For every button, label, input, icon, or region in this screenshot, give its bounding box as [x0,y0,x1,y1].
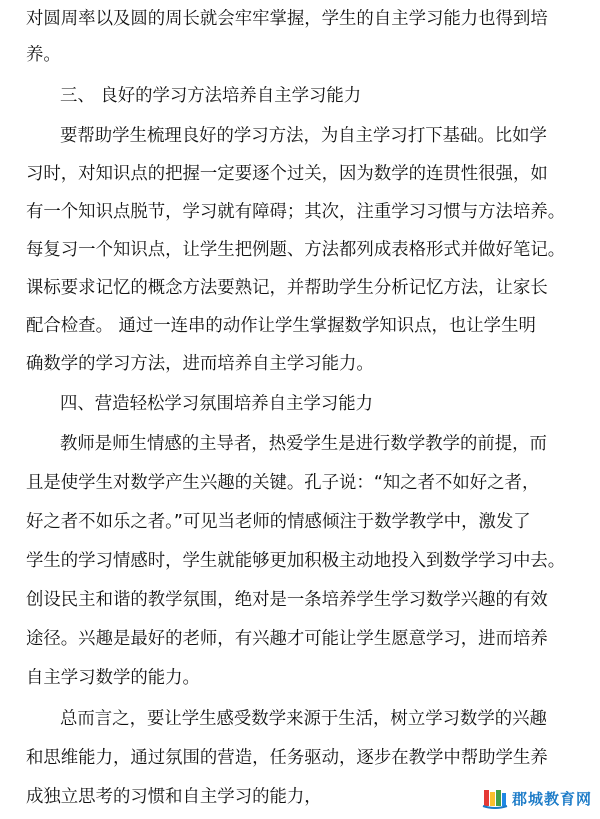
section-heading: 四、营造轻松学习氛围培养自主学习能力 [60,394,374,414]
section-heading: 三、 良好的学习方法培养自主学习能力 [60,86,362,106]
paragraph-first-line: 要帮助学生梳理良好的学习方法，为自主学习打下基础。比如学 [60,126,547,146]
book-logo-icon [482,787,508,809]
text-line: 配合检查。 通过一连串的动作让学生掌握数学知识点，也让学生明 [26,316,536,336]
text-line: 有一个知识点脱节，学习就有障碍；其次，注重学习习惯与方法培养。 [26,202,566,222]
text-line: 课标要求记忆的概念方法要熟记，并帮助学生分析记忆方法，让家长 [26,278,548,298]
text-line: 习时，对知识点的把握一定要逐个过关，因为数学的连贯性很强，如 [26,164,548,184]
text-line: 且是使学生对数学产生兴趣的关键。孔子说：“知之者不如好之者， [26,473,540,493]
paragraph-first-line: 教师是师生情感的主导者，热爱学生是进行数学教学的前提，而 [60,434,547,454]
text-line: 好之者不如乐之者。”可见当老师的情感倾注于数学教学中，激发了 [26,512,531,532]
text-line: 养。 [26,45,61,65]
text-line: 学生的学习情感时，学生就能够更加积极主动地投入到数学学习中去。 [26,551,566,571]
text-line: 每复习一个知识点，让学生把例题、方法都列成表格形式并做好笔记。 [26,240,566,260]
text-line: 对圆周率以及圆的周长就会牢牢掌握，学生的自主学习能力也得到培 [26,9,548,29]
text-line: 途径。兴趣是最好的老师，有兴趣才可能让学生愿意学习，进而培养 [26,629,548,649]
watermark-text: 郡城教育网 [511,789,592,808]
text-line: 创设民主和谐的教学氛围，绝对是一条培养学生学习数学兴趣的有效 [26,590,548,610]
site-watermark [482,785,592,811]
text-line: 确数学的学习方法，进而培养自主学习能力。 [26,354,374,374]
paragraph-first-line: 总而言之，要让学生感受数学来源于生活，树立学习数学的兴趣 [60,709,547,729]
text-line: 自主学习数学的能力。 [26,668,200,688]
text-line: 成独立思考的习惯和自主学习的能力， [26,787,322,807]
text-line: 和思维能力，通过氛围的营造，任务驱动，逐步在教学中帮助学生养 [26,748,548,768]
